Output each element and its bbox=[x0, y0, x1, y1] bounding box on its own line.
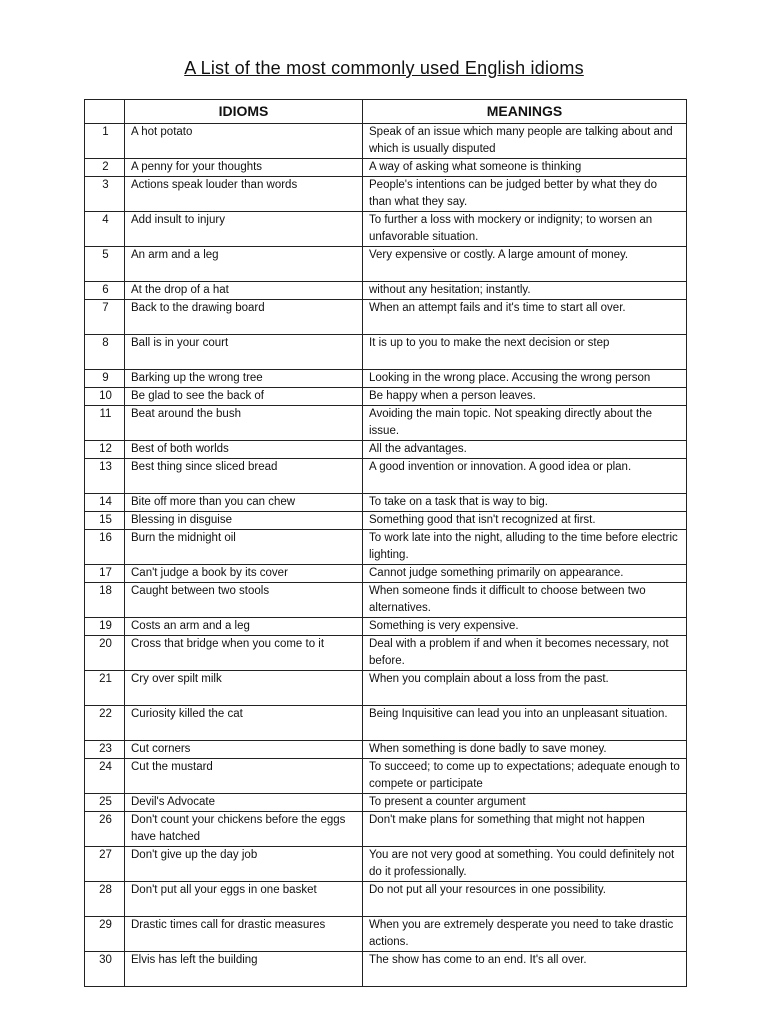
meaning-cell: People's intentions can be judged better by what they do than what they say. bbox=[363, 177, 687, 212]
idiom-cell: Drastic times call for drastic measures bbox=[125, 917, 363, 952]
idiom-cell: Cross that bridge when you come to it bbox=[125, 636, 363, 671]
row-number: 5 bbox=[85, 247, 125, 282]
table-row bbox=[85, 459, 687, 494]
idiom-cell: Devil's Advocate bbox=[125, 794, 363, 812]
row-number: 7 bbox=[85, 300, 125, 335]
meaning-cell: All the advantages. bbox=[363, 441, 687, 459]
row-number: 30 bbox=[85, 952, 125, 987]
table-row bbox=[85, 812, 687, 847]
row-number: 24 bbox=[85, 759, 125, 794]
row-number: 18 bbox=[85, 583, 125, 618]
idiom-cell: Don't count your chickens before the eggs have hatched bbox=[125, 812, 363, 847]
meaning-cell: To work late into the night, alluding to the time before electric lighting. bbox=[363, 530, 687, 565]
table-row bbox=[85, 741, 687, 759]
row-number: 15 bbox=[85, 512, 125, 530]
row-number: 8 bbox=[85, 335, 125, 370]
row-number: 27 bbox=[85, 847, 125, 882]
row-number: 19 bbox=[85, 618, 125, 636]
row-number: 22 bbox=[85, 706, 125, 741]
meaning-cell: When you are extremely desperate you need to take drastic actions. bbox=[363, 917, 687, 952]
row-number: 20 bbox=[85, 636, 125, 671]
table-row bbox=[85, 882, 687, 917]
table-row bbox=[85, 212, 687, 247]
meaning-cell: Cannot judge something primarily on appearance. bbox=[363, 565, 687, 583]
idiom-cell: Be glad to see the back of bbox=[125, 388, 363, 406]
meaning-cell: Very expensive or costly. A large amount of money. bbox=[363, 247, 687, 282]
row-number: 23 bbox=[85, 741, 125, 759]
table-row bbox=[85, 300, 687, 335]
meaning-cell: Something good that isn't recognized at first. bbox=[363, 512, 687, 530]
table-row bbox=[85, 282, 687, 300]
idiom-cell: Don't give up the day job bbox=[125, 847, 363, 882]
table-row bbox=[85, 952, 687, 987]
row-number: 12 bbox=[85, 441, 125, 459]
table-row bbox=[85, 583, 687, 618]
idiom-cell: Beat around the bush bbox=[125, 406, 363, 441]
idiom-cell: Blessing in disguise bbox=[125, 512, 363, 530]
idiom-cell: Best thing since sliced bread bbox=[125, 459, 363, 494]
row-number: 4 bbox=[85, 212, 125, 247]
idiom-cell: A hot potato bbox=[125, 124, 363, 159]
table-row bbox=[85, 247, 687, 282]
table-row bbox=[85, 159, 687, 177]
row-number: 3 bbox=[85, 177, 125, 212]
meaning-cell: Looking in the wrong place. Accusing the wrong person bbox=[363, 370, 687, 388]
meaning-cell: You are not very good at something. You could definitely not do it professionally. bbox=[363, 847, 687, 882]
idiom-cell: Don't put all your eggs in one basket bbox=[125, 882, 363, 917]
idiom-cell: At the drop of a hat bbox=[125, 282, 363, 300]
header-idioms: IDIOMS bbox=[125, 100, 363, 124]
idiom-cell: Costs an arm and a leg bbox=[125, 618, 363, 636]
row-number: 17 bbox=[85, 565, 125, 583]
row-number: 29 bbox=[85, 917, 125, 952]
meaning-cell: It is up to you to make the next decision or step bbox=[363, 335, 687, 370]
idiom-cell: Best of both worlds bbox=[125, 441, 363, 459]
table-row bbox=[85, 759, 687, 794]
meaning-cell: A way of asking what someone is thinking bbox=[363, 159, 687, 177]
row-number: 2 bbox=[85, 159, 125, 177]
meaning-cell: The show has come to an end. It's all over. bbox=[363, 952, 687, 987]
meaning-cell: To take on a task that is way to big. bbox=[363, 494, 687, 512]
meaning-cell: When something is done badly to save money. bbox=[363, 741, 687, 759]
idiom-cell: Cut corners bbox=[125, 741, 363, 759]
meaning-cell: Do not put all your resources in one possibility. bbox=[363, 882, 687, 917]
row-number: 26 bbox=[85, 812, 125, 847]
meaning-cell: To further a loss with mockery or indignity; to worsen an unfavorable situation. bbox=[363, 212, 687, 247]
table-row bbox=[85, 494, 687, 512]
idiom-cell: Bite off more than you can chew bbox=[125, 494, 363, 512]
table-row bbox=[85, 671, 687, 706]
row-number: 14 bbox=[85, 494, 125, 512]
meaning-cell: Deal with a problem if and when it becomes necessary, not before. bbox=[363, 636, 687, 671]
header-number bbox=[85, 100, 125, 124]
idiom-cell: Ball is in your court bbox=[125, 335, 363, 370]
idiom-cell: Elvis has left the building bbox=[125, 952, 363, 987]
meaning-cell: Something is very expensive. bbox=[363, 618, 687, 636]
table-row bbox=[85, 706, 687, 741]
meaning-cell: A good invention or innovation. A good idea or plan. bbox=[363, 459, 687, 494]
idiom-cell: Cry over spilt milk bbox=[125, 671, 363, 706]
idioms-table bbox=[84, 99, 687, 987]
idiom-cell: Curiosity killed the cat bbox=[125, 706, 363, 741]
meaning-cell: Be happy when a person leaves. bbox=[363, 388, 687, 406]
row-number: 11 bbox=[85, 406, 125, 441]
meaning-cell: without any hesitation; instantly. bbox=[363, 282, 687, 300]
idiom-cell: A penny for your thoughts bbox=[125, 159, 363, 177]
table-row bbox=[85, 406, 687, 441]
table-row bbox=[85, 530, 687, 565]
row-number: 25 bbox=[85, 794, 125, 812]
idiom-cell: Caught between two stools bbox=[125, 583, 363, 618]
table-row bbox=[85, 370, 687, 388]
table-row bbox=[85, 847, 687, 882]
meaning-cell: When someone finds it difficult to choose between two alternatives. bbox=[363, 583, 687, 618]
table-row bbox=[85, 177, 687, 212]
idiom-cell: Back to the drawing board bbox=[125, 300, 363, 335]
idiom-cell: An arm and a leg bbox=[125, 247, 363, 282]
row-number: 6 bbox=[85, 282, 125, 300]
meaning-cell: Speak of an issue which many people are talking about and which is usually disputed bbox=[363, 124, 687, 159]
idiom-cell: Add insult to injury bbox=[125, 212, 363, 247]
meaning-cell: Avoiding the main topic. Not speaking directly about the issue. bbox=[363, 406, 687, 441]
table-row bbox=[85, 124, 687, 159]
idiom-cell: Cut the mustard bbox=[125, 759, 363, 794]
meaning-cell: Don't make plans for something that might not happen bbox=[363, 812, 687, 847]
meaning-cell: To present a counter argument bbox=[363, 794, 687, 812]
meaning-cell: When you complain about a loss from the past. bbox=[363, 671, 687, 706]
table-row bbox=[85, 636, 687, 671]
table-row bbox=[85, 917, 687, 952]
table-row bbox=[85, 565, 687, 583]
row-number: 1 bbox=[85, 124, 125, 159]
table-row bbox=[85, 794, 687, 812]
header-row bbox=[85, 100, 687, 124]
meaning-cell: Being Inquisitive can lead you into an unpleasant situation. bbox=[363, 706, 687, 741]
meaning-cell: To succeed; to come up to expectations; adequate enough to compete or participate bbox=[363, 759, 687, 794]
idiom-cell: Barking up the wrong tree bbox=[125, 370, 363, 388]
table-row bbox=[85, 618, 687, 636]
page-title: A List of the most commonly used English idioms bbox=[184, 58, 584, 78]
idiom-cell: Can't judge a book by its cover bbox=[125, 565, 363, 583]
meaning-cell: When an attempt fails and it's time to start all over. bbox=[363, 300, 687, 335]
header-meanings: MEANINGS bbox=[363, 100, 687, 124]
table-row bbox=[85, 512, 687, 530]
idiom-cell: Actions speak louder than words bbox=[125, 177, 363, 212]
row-number: 13 bbox=[85, 459, 125, 494]
table-row bbox=[85, 441, 687, 459]
table-row bbox=[85, 335, 687, 370]
row-number: 10 bbox=[85, 388, 125, 406]
row-number: 21 bbox=[85, 671, 125, 706]
row-number: 28 bbox=[85, 882, 125, 917]
table-row bbox=[85, 388, 687, 406]
idiom-cell: Burn the midnight oil bbox=[125, 530, 363, 565]
row-number: 9 bbox=[85, 370, 125, 388]
row-number: 16 bbox=[85, 530, 125, 565]
